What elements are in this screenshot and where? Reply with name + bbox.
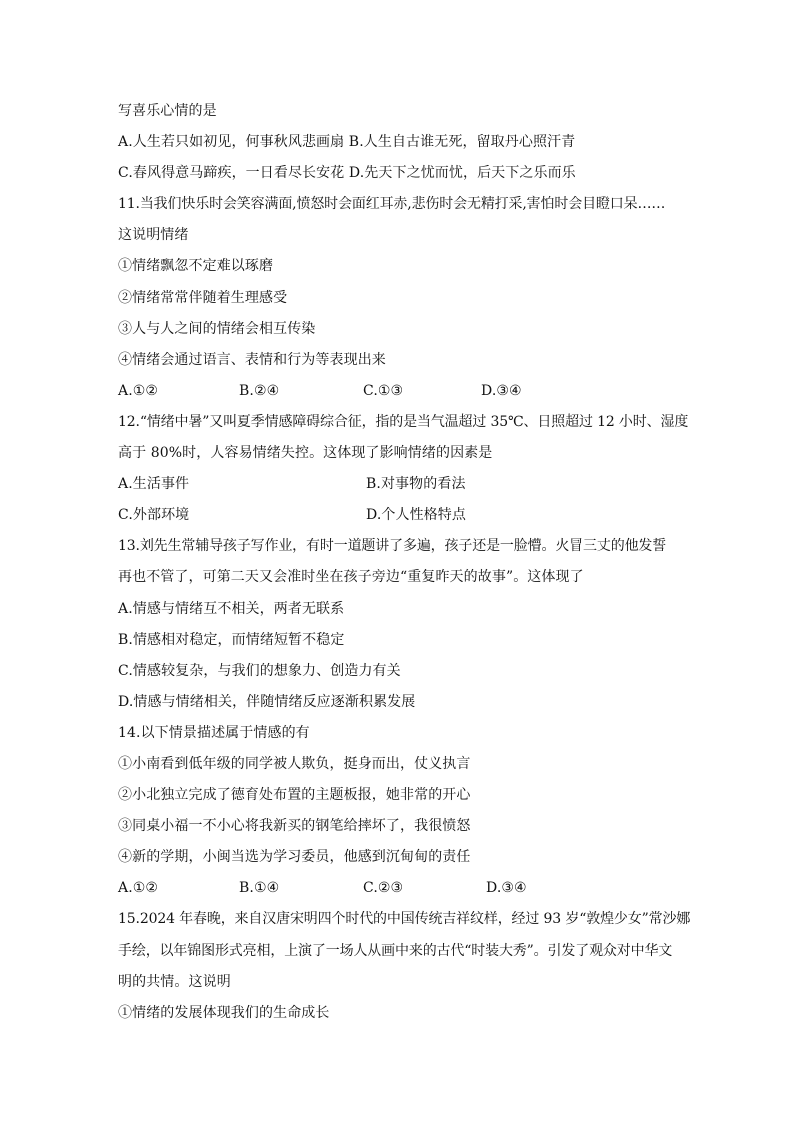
q13-option-d: D.情感与情绪相关，伴随情绪反应逐渐积累发展 [118,693,416,710]
q15-stem-line-3: 明的共情。这说明 [118,973,231,990]
q11-statement-2: ②情绪常常伴随着生理感受 [118,289,288,306]
q14-stem: 14.以下情景描述属于情感的有 [118,724,310,741]
q11-stem-line-1: 11.当我们快乐时会笑容满面,愤怒时会面红耳赤,悲伤时会无精打采,害怕时会目瞪口呆…… [118,196,666,213]
q12-option-d: D.个人性格特点 [366,507,466,524]
q14-statement-2: ②小北独立完成了德育处布置的主题板报，她非常的开心 [118,787,471,804]
q14-option-c: C.②③ [363,880,404,897]
q12-stem-line-2: 高于 80%时，人容易情绪失控。这体现了影响情绪的因素是 [118,445,493,462]
q12-option-a: A.生活事件 [118,476,190,493]
q14-statement-3: ③同桌小福一不小心将我新买的钢笔给摔坏了，我很愤怒 [118,818,471,835]
q14-statement-1: ①小南看到低年级的同学被人欺负，挺身而出，仗义执言 [118,755,471,772]
q13-option-c: C.情感较复杂，与我们的想象力、创造力有关 [118,662,401,679]
q14-option-d: D.③④ [486,880,527,897]
q15-stem-line-1: 15.2024 年春晚，来自汉唐宋明四个时代的中国传统吉祥纹样，经过 93 岁“敦煌少女”常沙娜 [118,911,691,928]
q10-options-ab: A.人生若只如初见，何事秋风悲画扇 B.人生自古谁无死，留取丹心照汗青 [118,134,576,151]
q11-option-d: D.③④ [481,382,522,399]
q13-option-b: B.情感相对稳定，而情绪短暂不稳定 [118,631,345,648]
q12-option-b: B.对事物的看法 [366,476,466,493]
q13-option-a: A.情感与情绪互不相关，两者无联系 [118,600,345,617]
q14-statement-4: ④新的学期，小闽当选为学习委员，他感到沉甸甸的责任 [118,849,471,866]
q11-option-c: C.①③ [363,382,404,399]
q14-option-b: B.①④ [239,880,280,897]
q11-option-b: B.②④ [239,382,280,399]
q10-stem-continued: 写喜乐心情的是 [118,103,217,119]
q11-statement-1: ①情绪飘忽不定难以琢磨 [118,258,274,275]
page-content [118,96,691,1029]
q12-option-c: C.外部环境 [118,507,190,524]
q11-statement-4: ④情绪会通过语言、表情和行为等表现出来 [118,351,386,368]
q12-options-cd [118,500,688,531]
q15-statement-1: ①情绪的发展体现我们的生命成长 [118,1004,330,1021]
q13-stem-line-1: 13.刘先生常辅导孩子写作业，有时一道题讲了多遍，孩子还是一脸懵。火冒三丈的他发誓 [118,538,667,555]
q14-option-a: A.①② [118,880,159,897]
q11-statement-3: ③人与人之间的情绪会相互传染 [118,320,316,337]
q12-stem-line-1: 12.“情绪中暑”又叫夏季情感障碍综合征，指的是当气温超过 35℃、日照超过 12 小时、湿度 [118,413,689,430]
q12-options-ab [118,469,688,500]
q11-options [118,376,688,407]
q13-stem-line-2: 再也不管了，可第二天又会准时坐在孩子旁边“重复昨天的故事”。这体现了 [118,569,584,586]
q15-stem-line-2: 手绘，以年锦图形式亮相，上演了一场人从画中来的古代“时装大秀”。引发了观众对中华文 [118,942,673,959]
q14-options [118,873,688,904]
q11-stem-line-2: 这说明情绪 [118,227,189,244]
q11-option-a: A.①② [118,382,159,399]
q10-options-cd: C.春风得意马蹄疾，一日看尽长安花 D.先天下之忧而忧，后天下之乐而乐 [118,165,576,182]
